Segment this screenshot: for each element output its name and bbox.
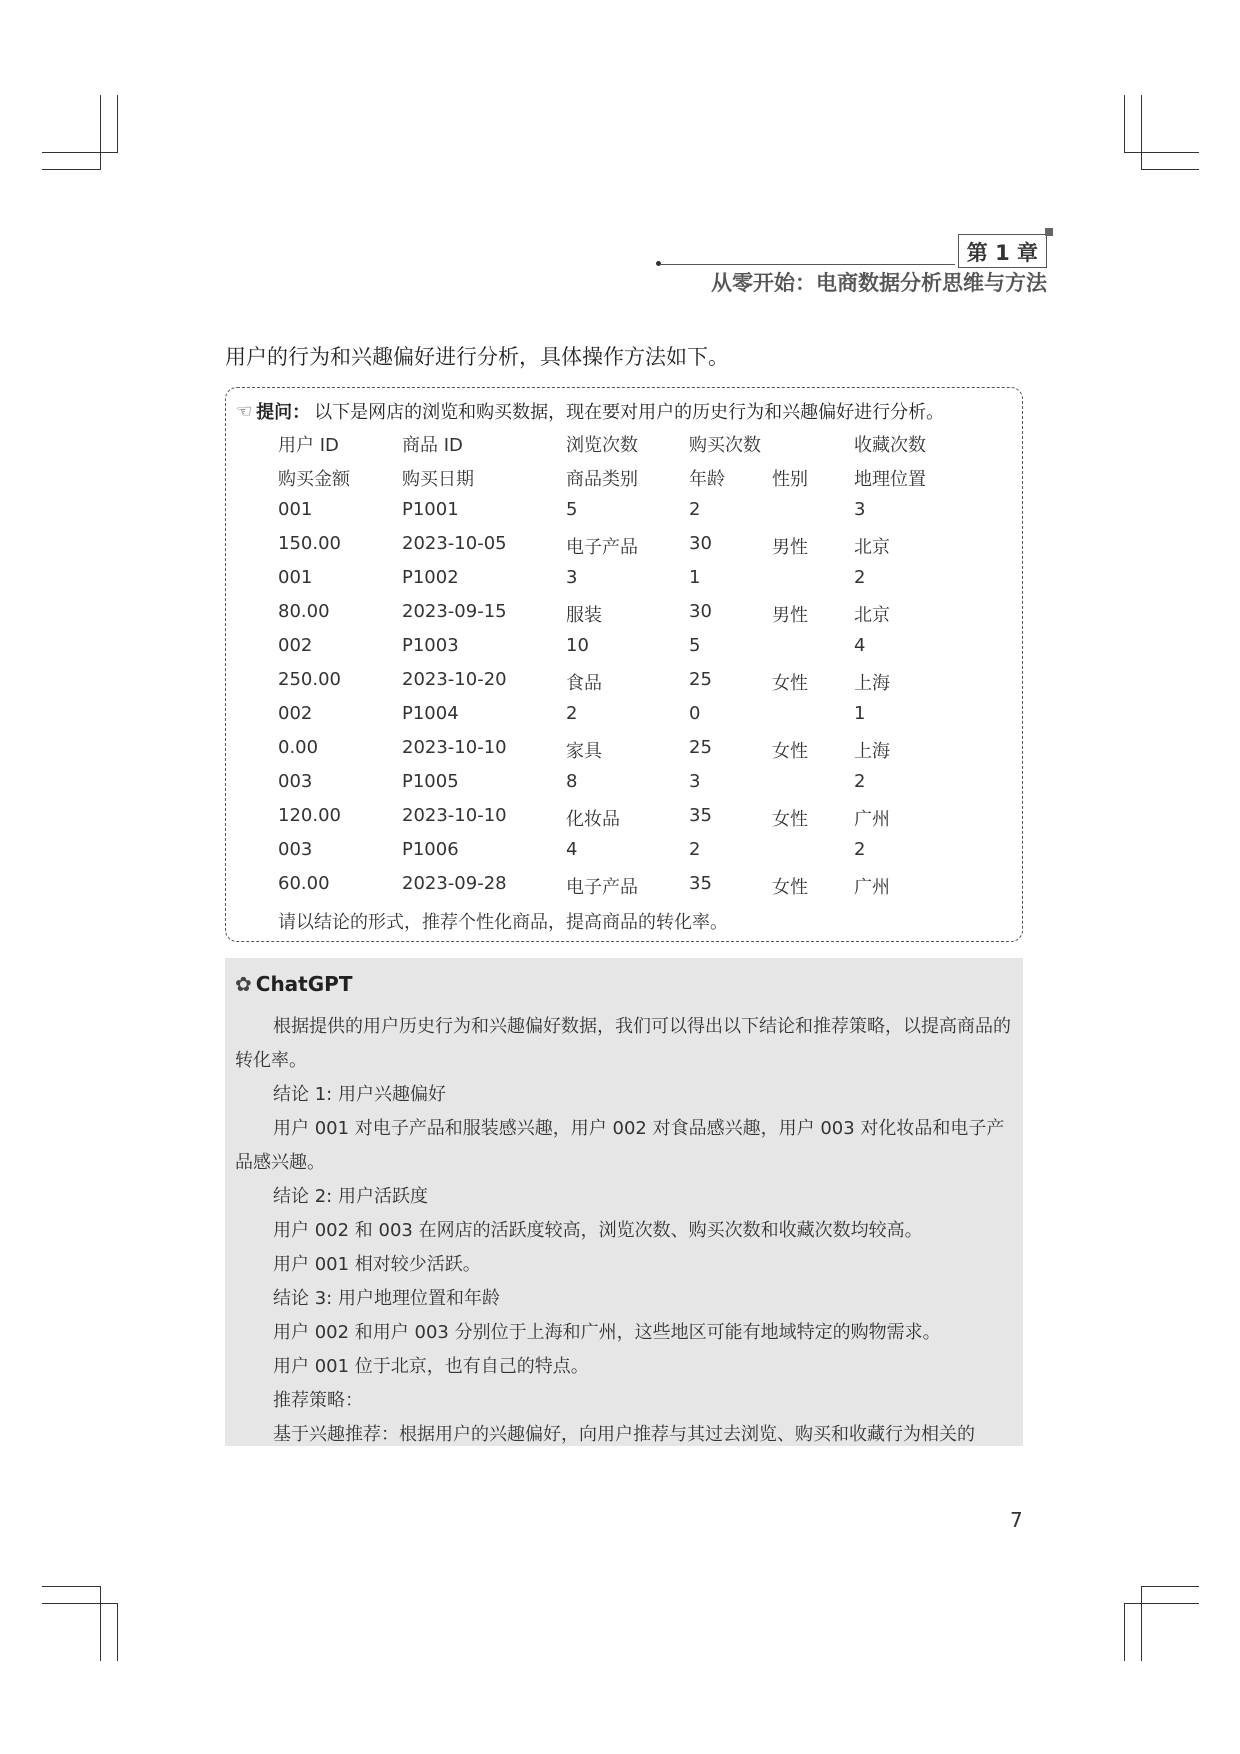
- table-cell: 2: [689, 499, 701, 520]
- crop-mark-tl-h2: [42, 169, 100, 170]
- table-cell: 用户 ID: [278, 435, 339, 456]
- chapter-badge: 第 1 章: [958, 234, 1047, 268]
- table-cell: 2023-09-15: [402, 601, 507, 622]
- crop-mark-br-v: [1124, 1603, 1125, 1661]
- table-cell: 北京: [854, 537, 890, 558]
- table-cell: 8: [566, 771, 578, 792]
- answer-paragraph: 推荐策略：: [273, 1390, 363, 1411]
- table-cell: 地理位置: [854, 469, 926, 490]
- table-cell: 家具: [566, 741, 602, 762]
- question-label: 提问：: [256, 402, 311, 423]
- page-number: 7: [1010, 1508, 1023, 1532]
- answer-paragraph: 结论 1: 用户兴趣偏好: [273, 1084, 446, 1105]
- answer-paragraph: 用户 001 相对较少活跃。: [273, 1254, 481, 1275]
- answer-box: [225, 958, 1023, 1446]
- table-cell: P1002: [402, 567, 459, 588]
- crop-mark-br-h2: [1141, 1586, 1199, 1587]
- table-cell: 150.00: [278, 533, 341, 554]
- chapter-rule: [660, 264, 955, 265]
- table-cell: 003: [278, 771, 313, 792]
- answer-paragraph: 基于兴趣推荐：根据用户的兴趣偏好，向用户推荐与其过去浏览、购买和收藏行为相关的: [273, 1424, 975, 1445]
- table-cell: 浏览次数: [566, 435, 638, 456]
- table-cell: 120.00: [278, 805, 341, 826]
- table-cell: 2023-09-28: [402, 873, 507, 894]
- question-prompt: 以下是网店的浏览和购买数据，现在要对用户的历史行为和兴趣偏好进行分析。: [314, 402, 945, 423]
- answer-paragraph: 用户 002 和 003 在网店的活跃度较高，浏览次数、购买次数和收藏次数均较高。: [273, 1220, 923, 1241]
- answer-header: [235, 972, 352, 996]
- table-cell: 女性: [772, 809, 808, 830]
- table-cell: P1005: [402, 771, 459, 792]
- table-cell: 收藏次数: [854, 435, 926, 456]
- table-cell: 35: [689, 873, 712, 894]
- table-cell: 购买金额: [278, 469, 350, 490]
- question-footer: 请以结论的形式，推荐个性化商品，提高商品的转化率。: [278, 912, 728, 933]
- table-cell: 化妆品: [566, 809, 620, 830]
- table-cell: 2: [854, 839, 866, 860]
- answer-paragraph: 根据提供的用户历史行为和兴趣偏好数据，我们可以得出以下结论和推荐策略，以提高商品的转化率。: [235, 1016, 1011, 1071]
- hand-pointer-icon: ☜: [236, 400, 253, 422]
- table-cell: 上海: [854, 673, 890, 694]
- table-cell: 2: [854, 771, 866, 792]
- table-cell: 002: [278, 635, 313, 656]
- crop-mark-br-v2: [1141, 1586, 1142, 1661]
- table-cell: 30: [689, 533, 712, 554]
- answer-body: [235, 1010, 1017, 1452]
- table-cell: 年龄: [689, 469, 725, 490]
- chapter-header: [958, 234, 1047, 268]
- table-cell: 60.00: [278, 873, 330, 894]
- table-cell: 性别: [772, 469, 808, 490]
- crop-mark-bl-v2: [117, 1603, 118, 1661]
- table-cell: 北京: [854, 605, 890, 626]
- table-cell: 广州: [854, 809, 890, 830]
- table-cell: P1006: [402, 839, 459, 860]
- chapter-title: 从零开始：电商数据分析思维与方法: [711, 271, 1047, 295]
- table-cell: 0.00: [278, 737, 319, 758]
- table-cell: 003: [278, 839, 313, 860]
- table-cell: 服装: [566, 605, 602, 626]
- answer-paragraph: 结论 3: 用户地理位置和年龄: [273, 1288, 500, 1309]
- table-cell: P1001: [402, 499, 459, 520]
- table-cell: 1: [854, 703, 866, 724]
- crop-mark-tl-h: [42, 152, 117, 153]
- table-cell: 2: [689, 839, 701, 860]
- table-cell: 2023-10-10: [402, 805, 507, 826]
- table-cell: 2023-10-10: [402, 737, 507, 758]
- answer-paragraph: 结论 2: 用户活跃度: [273, 1186, 428, 1207]
- table-cell: 3: [689, 771, 701, 792]
- table-cell: 商品 ID: [402, 435, 463, 456]
- table-cell: 女性: [772, 741, 808, 762]
- table-cell: 001: [278, 499, 313, 520]
- table-cell: 男性: [772, 605, 808, 626]
- crop-mark-tr-v2: [1141, 95, 1142, 170]
- table-cell: 1: [689, 567, 701, 588]
- crop-mark-tl-v: [100, 95, 101, 170]
- openai-logo-icon: ✿: [235, 972, 252, 996]
- table-cell: 25: [689, 737, 712, 758]
- table-cell: 广州: [854, 877, 890, 898]
- table-cell: 电子产品: [566, 877, 638, 898]
- table-cell: 电子产品: [566, 537, 638, 558]
- answer-title: ChatGPT: [255, 972, 353, 996]
- table-cell: 4: [854, 635, 866, 656]
- crop-mark-br-h: [1124, 1603, 1199, 1604]
- table-cell: 2: [854, 567, 866, 588]
- intro-text: 用户的行为和兴趣偏好进行分析，具体操作方法如下。: [225, 345, 729, 369]
- crop-mark-bl-v: [100, 1586, 101, 1661]
- table-cell: 男性: [772, 537, 808, 558]
- table-cell: 4: [566, 839, 578, 860]
- table-cell: 30: [689, 601, 712, 622]
- crop-mark-bl-h: [42, 1586, 100, 1587]
- table-cell: 3: [854, 499, 866, 520]
- table-cell: 女性: [772, 673, 808, 694]
- table-cell: 80.00: [278, 601, 330, 622]
- crop-mark-tr-v: [1124, 95, 1125, 153]
- answer-paragraph: 用户 001 对电子产品和服装感兴趣，用户 002 对食品感兴趣，用户 003 对化妆品和电子产品感兴趣。: [235, 1118, 1005, 1173]
- table-cell: 女性: [772, 877, 808, 898]
- answer-paragraph: 用户 001 位于北京，也有自己的特点。: [273, 1356, 589, 1377]
- question-box: [225, 387, 1023, 942]
- crop-mark-tr-h2: [1141, 169, 1199, 170]
- answer-paragraph: 用户 002 和用户 003 分别位于上海和广州，这些地区可能有地域特定的购物需求。: [273, 1322, 941, 1343]
- table-cell: 0: [689, 703, 701, 724]
- table-cell: 001: [278, 567, 313, 588]
- table-cell: P1004: [402, 703, 459, 724]
- table-cell: 002: [278, 703, 313, 724]
- table-cell: 35: [689, 805, 712, 826]
- table-cell: 购买次数: [689, 435, 761, 456]
- table-cell: 购买日期: [402, 469, 474, 490]
- table-cell: 上海: [854, 741, 890, 762]
- table-cell: 2: [566, 703, 578, 724]
- crop-mark-bl-h2: [42, 1603, 117, 1604]
- table-cell: 5: [566, 499, 578, 520]
- question-header: [236, 398, 944, 424]
- table-cell: 25: [689, 669, 712, 690]
- table-cell: P1003: [402, 635, 459, 656]
- table-cell: 3: [566, 567, 578, 588]
- table-cell: 2023-10-05: [402, 533, 507, 554]
- table-cell: 2023-10-20: [402, 669, 507, 690]
- crop-mark-tl-v2: [117, 95, 118, 153]
- crop-mark-tr-h: [1124, 152, 1199, 153]
- table-cell: 商品类别: [566, 469, 638, 490]
- table-cell: 5: [689, 635, 701, 656]
- table-cell: 食品: [566, 673, 602, 694]
- table-cell: 10: [566, 635, 589, 656]
- table-cell: 250.00: [278, 669, 341, 690]
